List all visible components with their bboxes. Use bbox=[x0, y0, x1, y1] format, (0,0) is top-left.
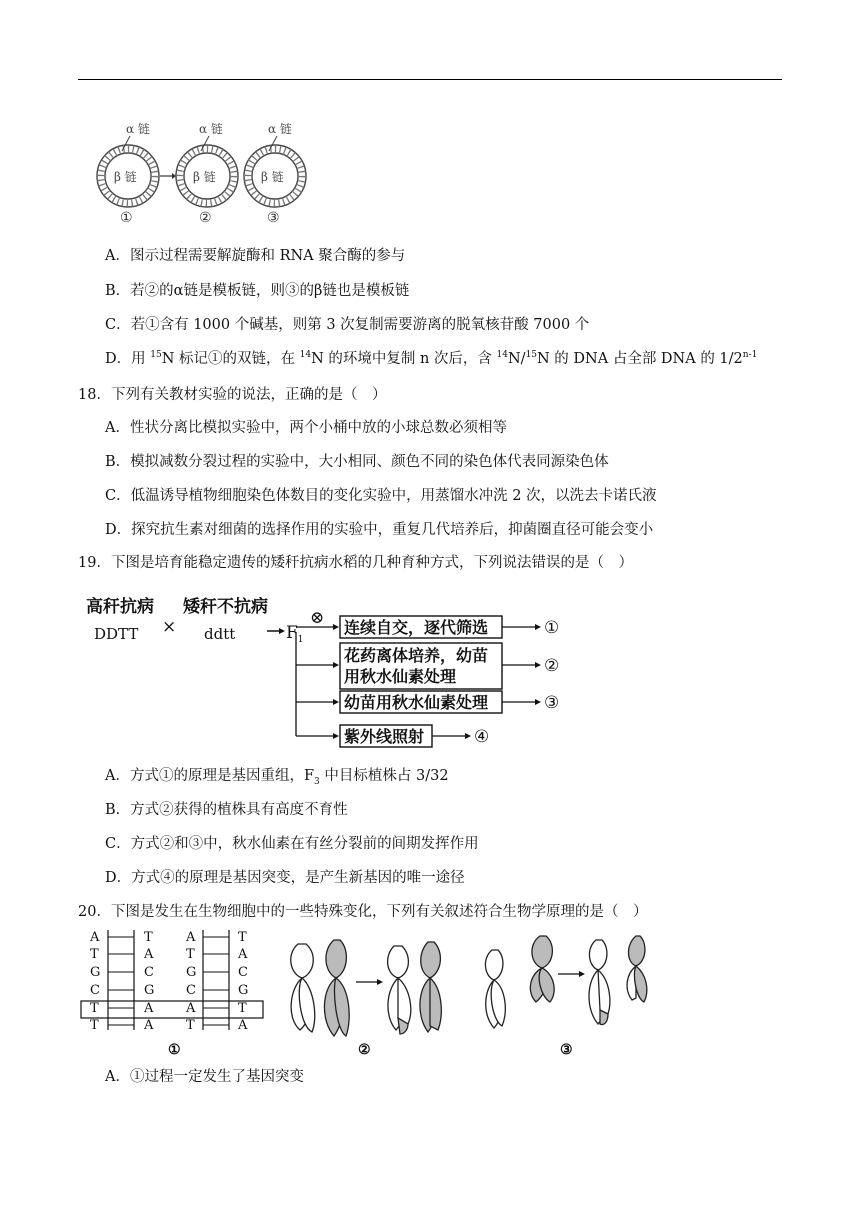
q17-d-sup-3: 14 bbox=[496, 350, 508, 361]
dna-l-pair-1: T bbox=[144, 930, 153, 945]
dna-l-base-1: A bbox=[90, 930, 100, 945]
q18-option-b: B．模拟减数分裂过程的实验中，大小相同、颜色不同的染色体代表同源染色体 bbox=[105, 454, 609, 470]
dna-r-pair-3: C bbox=[238, 965, 248, 980]
method-box-2-line-1: 花药离体培养，幼苗 bbox=[344, 646, 489, 665]
q18-option-c: C．低温诱导植物细胞染色体数目的变化实验中，用蒸馏水冲洗 2 次，以洗去卡诺氏液 bbox=[105, 488, 657, 504]
q19-option-d: D．方式④的原理是基因突变，是产生新基因的唯一途径 bbox=[105, 870, 465, 886]
dna-r-pair-2: A bbox=[238, 947, 248, 962]
dna-l-pair-2: A bbox=[144, 947, 154, 962]
alpha-label-2: α 链 bbox=[199, 122, 223, 136]
q19-a-text-1: A．方式①的原理是基因重组，F bbox=[105, 768, 315, 784]
dna-r-base-6: T bbox=[186, 1018, 195, 1033]
f1-letter: F bbox=[286, 623, 298, 643]
method-box-4: 紫外线照射 bbox=[344, 727, 425, 746]
circular-dna-figure bbox=[90, 118, 320, 228]
q18-option-a: A．性状分离比模拟实验中，两个小桶中放的小球总数必须相等 bbox=[105, 420, 507, 436]
method-box-2-line-2: 用秋水仙素处理 bbox=[344, 667, 457, 686]
header-rule bbox=[78, 79, 782, 80]
dna-r-base-3: G bbox=[186, 965, 197, 980]
dna-r-base-2: T bbox=[186, 947, 195, 962]
dna-r-pair-6: A bbox=[238, 1018, 248, 1033]
chromosome-pair-before-2 bbox=[291, 940, 349, 1036]
dna-r-pair-4: G bbox=[238, 983, 249, 998]
outcome-4: ④ bbox=[474, 727, 490, 747]
parent2-phenotype: 矮秆不抗病 bbox=[183, 597, 268, 617]
f1-label bbox=[286, 623, 304, 645]
q19-option-b: B．方式②获得的植株具有高度不育性 bbox=[105, 802, 348, 818]
dna-l-base-6: T bbox=[90, 1018, 99, 1033]
q17-d-text-3: N 的环境中复制 n 次后，含 bbox=[311, 351, 497, 367]
figure-label-1: ① bbox=[168, 1042, 181, 1058]
outcome-1: ① bbox=[544, 618, 560, 638]
q19-option-a bbox=[105, 766, 449, 786]
method-box-1: 连续自交，逐代筛选 bbox=[344, 618, 489, 637]
q17-d-text-4: N/ bbox=[507, 351, 526, 367]
q20-stem: 20．下图是发生在生物细胞中的一些特殊变化，下列有关叙述符合生物学原理的是（ ） bbox=[78, 904, 648, 920]
alpha-label-1: α 链 bbox=[126, 122, 150, 136]
self-cross-symbol: ⊗ bbox=[310, 608, 325, 628]
chromosome-pair-before-3 bbox=[485, 936, 554, 1028]
q17-option-b: B．若②的α链是模板链，则③的β链也是模板链 bbox=[105, 283, 410, 299]
q19-a-sub: 3 bbox=[314, 776, 320, 787]
q19-option-c: C．方式②和③中，秋水仙素在有丝分裂前的间期发挥作用 bbox=[105, 836, 479, 852]
dna-l-base-2: T bbox=[90, 947, 99, 962]
outcome-3: ③ bbox=[544, 693, 560, 713]
cross-symbol: × bbox=[162, 617, 177, 637]
outcome-2: ② bbox=[544, 656, 560, 676]
beta-label-3: β 链 bbox=[261, 170, 284, 184]
figure-label-2: ② bbox=[358, 1042, 371, 1058]
q17-d-sup-5: n-1 bbox=[742, 350, 758, 361]
figure-label-3: ③ bbox=[560, 1042, 573, 1058]
dna-r-base-1: A bbox=[186, 930, 196, 945]
dna-l-pair-6: A bbox=[144, 1018, 154, 1033]
q17-d-sup-2: 14 bbox=[299, 350, 312, 361]
q19-stem: 19．下图是培育能稳定遗传的矮秆抗病水稻的几种育种方式，下列说法错误的是（ ） bbox=[78, 555, 633, 571]
dna-r-pair-1: T bbox=[238, 930, 247, 945]
q19-a-text-2: 中目标植株占 3/32 bbox=[319, 768, 449, 784]
dna-l-base-3: G bbox=[90, 965, 101, 980]
beta-label-2: β 链 bbox=[193, 170, 216, 184]
beta-label-1: β 链 bbox=[114, 170, 137, 184]
parent2-genotype: ddtt bbox=[204, 625, 236, 643]
q17-d-text-1: D．用 bbox=[105, 351, 151, 367]
q17-option-a: A．图示过程需要解旋酶和 RNA 聚合酶的参与 bbox=[105, 248, 406, 264]
q17-d-text-2: N 标记①的双链，在 bbox=[161, 351, 300, 367]
chromosome-variation-figure bbox=[78, 926, 678, 1061]
q18-option-d: D．探究抗生素对细菌的选择作用的实验中，重复几代培养后，抑菌圈直径可能会变小 bbox=[105, 522, 654, 538]
dna-l-base-4: C bbox=[90, 983, 100, 998]
method-box-3: 幼苗用秋水仙素处理 bbox=[344, 693, 489, 712]
figure-label-2: ② bbox=[199, 210, 212, 226]
figure-label-1: ① bbox=[120, 210, 133, 226]
dna-r-base-5: A bbox=[186, 1001, 196, 1016]
q17-d-sup-1: 15 bbox=[150, 350, 162, 361]
chromosome-pair-after-2 bbox=[388, 942, 442, 1034]
parent1-phenotype: 高秆抗病 bbox=[86, 597, 154, 617]
q17-option-d bbox=[105, 349, 757, 369]
q17-d-text-5: N 的 DNA 占全部 DNA 的 1/2 bbox=[537, 351, 743, 367]
parent1-genotype: DDTT bbox=[94, 625, 139, 643]
dna-l-pair-3: C bbox=[144, 965, 154, 980]
q17-option-c: C．若①含有 1000 个碱基，则第 3 次复制需要游离的脱氧核苷酸 7000 个 bbox=[105, 317, 590, 333]
q18-stem: 18．下列有关教材实验的说法，正确的是（ ） bbox=[78, 387, 387, 403]
q20-option-a: A．①过程一定发生了基因突变 bbox=[105, 1069, 304, 1085]
breeding-diagram bbox=[86, 590, 586, 750]
alpha-label-3: α 链 bbox=[268, 122, 292, 136]
dna-r-pair-5: T bbox=[238, 1001, 247, 1016]
chromosome-pair-after-3 bbox=[589, 936, 647, 1025]
f1-subscript: 1 bbox=[297, 635, 304, 645]
dna-l-base-5: T bbox=[90, 1001, 99, 1016]
q17-d-sup-4: 15 bbox=[525, 350, 538, 361]
dna-l-pair-4: G bbox=[144, 983, 155, 998]
dna-l-pair-5: A bbox=[144, 1001, 154, 1016]
figure-label-3: ③ bbox=[267, 210, 280, 226]
dna-r-base-4: C bbox=[186, 983, 196, 998]
